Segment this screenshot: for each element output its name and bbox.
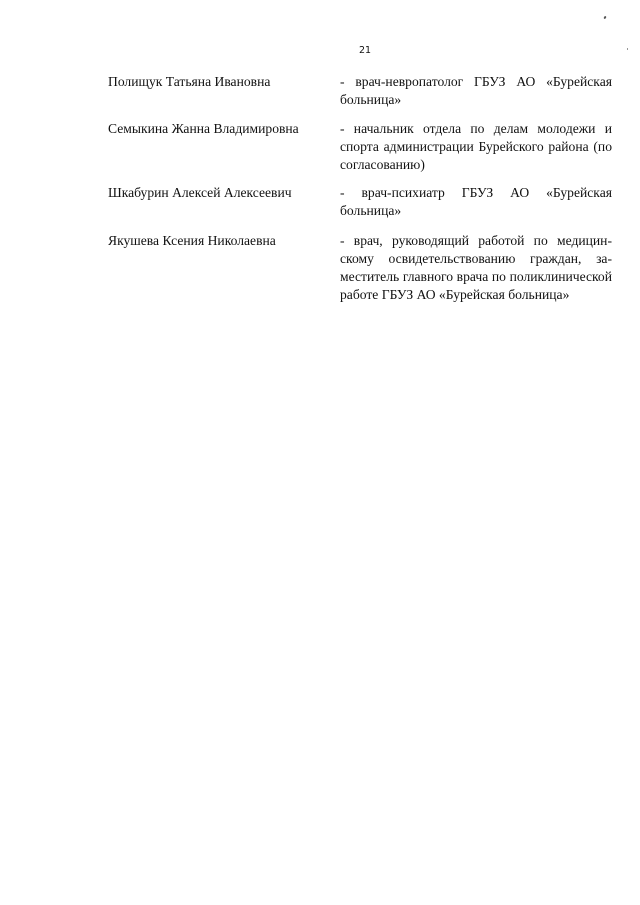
member-role: - начальник отдела по делам молодежи и спорта администрации Бурейского района (по согласованию) [340, 121, 612, 172]
scan-speck [603, 16, 606, 20]
member-role: - врач-невропатолог ГБУЗ АО «Бурейская больница» [340, 74, 612, 107]
scan-speck [627, 48, 628, 50]
member-name: Якушева Ксения Николаевна [108, 233, 276, 248]
page-number: 21 [358, 45, 372, 56]
member-name: Полищук Татьяна Ивановна [108, 74, 271, 89]
member-role: - врач-психиатр ГБУЗ АО «Бурейская больница» [340, 185, 612, 218]
member-role: - врач, руководящий работой по медицинскому освидетельствованию граждан, заместитель главного врача по поликлинической работе ГБУЗ АО «Бурейская больница» [340, 233, 612, 302]
member-name: Шкабурин Алексей Алексеевич [108, 185, 292, 200]
member-name: Семыкина Жанна Владимировна [108, 121, 299, 136]
